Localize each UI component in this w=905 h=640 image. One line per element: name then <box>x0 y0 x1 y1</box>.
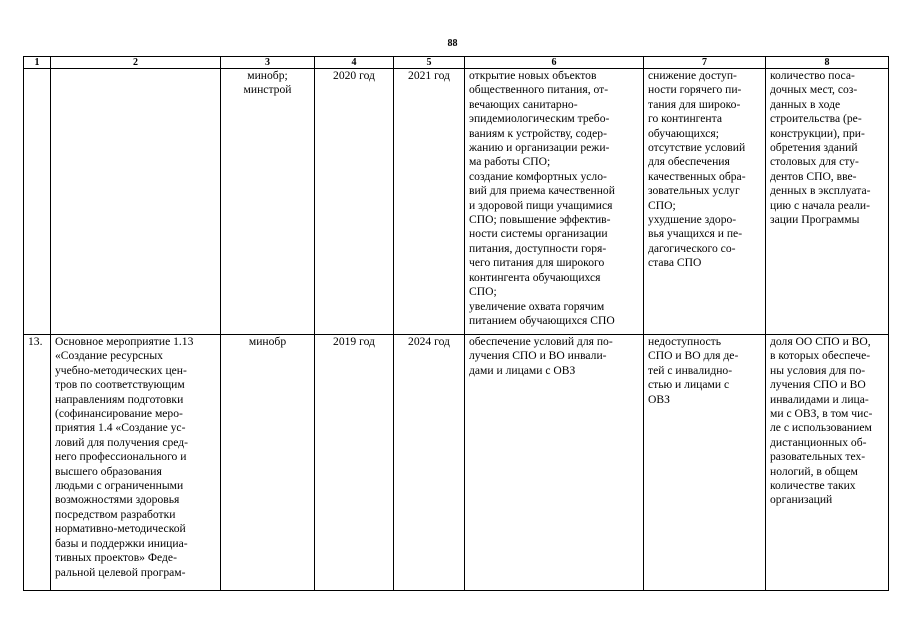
column-number: 2 <box>51 57 221 69</box>
consequences-cell: снижение доступ- ности горячего пи- тания для широко- го контингента обучающихся; отсутствие условий для обеспечения качественных обра- зовательных услуг СПО; ухудшение здоро- вья учащихся и пе- дагогического со- става СПО <box>644 69 766 335</box>
activity-name-cell <box>51 69 221 335</box>
column-number: 6 <box>465 57 644 69</box>
row-number-cell: 13. <box>24 335 51 591</box>
program-table <box>23 56 889 591</box>
column-number: 7 <box>644 57 766 69</box>
page-number: 88 <box>447 38 458 49</box>
executor-cell: минобр; минстрой <box>221 69 315 335</box>
column-number: 5 <box>394 57 465 69</box>
table-row <box>24 69 889 335</box>
indicator-cell: доля ОО СПО и ВО, в которых обеспече- ны условия для по- лучения СПО и ВО инвалидами и лица- ми с ОВЗ, в том чис- ле с использованием дистанционных об- разовательных тех- нологий, в общем количестве таких организаций <box>766 335 889 591</box>
executor-cell: минобр <box>221 335 315 591</box>
start-year-cell: 2020 год <box>315 69 394 335</box>
indicator-cell: количество поса- дочных мест, соз- данных в ходе строительства (ре- конструкции), при- обретения зданий столовых для сту- дентов СПО, вве- денных в эксплуата- цию с начала реали- зации Программы <box>766 69 889 335</box>
end-year-cell: 2024 год <box>394 335 465 591</box>
expected-result-cell: открытие новых объектов общественного питания, от- вечающих санитарно- эпидемиологическим требо- ваниям к устройству, содер- жанию и организации режи- ма работы СПО; создание комфортных усло- вий для приема качественной и здоровой пищи учащимися СПО; повышение эффектив- ности системы организации питания, доступности горя- чего питания для широкого контингента обучающихся СПО; увеличение охвата горячим питанием обучающихся СПО <box>465 69 644 335</box>
column-number-row <box>24 57 889 69</box>
start-year-cell: 2019 год <box>315 335 394 591</box>
consequences-cell: недоступность СПО и ВО для де- тей с инвалидно- стью и лицами с ОВЗ <box>644 335 766 591</box>
expected-result-cell: обеспечение условий для по- лучения СПО и ВО инвали- дами и лицами с ОВЗ <box>465 335 644 591</box>
column-number: 8 <box>766 57 889 69</box>
column-number: 3 <box>221 57 315 69</box>
row-number-cell <box>24 69 51 335</box>
table-row <box>24 335 889 591</box>
column-number: 1 <box>24 57 51 69</box>
column-number: 4 <box>315 57 394 69</box>
end-year-cell: 2021 год <box>394 69 465 335</box>
activity-name-cell: Основное мероприятие 1.13 «Создание ресурсных учебно-методических цен- тров по соответствующим направлениям подготовки (софинансирование меро- приятия 1.4 «Создание ус- ловий для получения сред- него профессионального и высшего образования людьми с ограниченными возможностями здоровья посредством разработки нормативно-методической базы и поддержки инициа- тивных проектов» Феде- ральной целевой програм- <box>51 335 221 591</box>
